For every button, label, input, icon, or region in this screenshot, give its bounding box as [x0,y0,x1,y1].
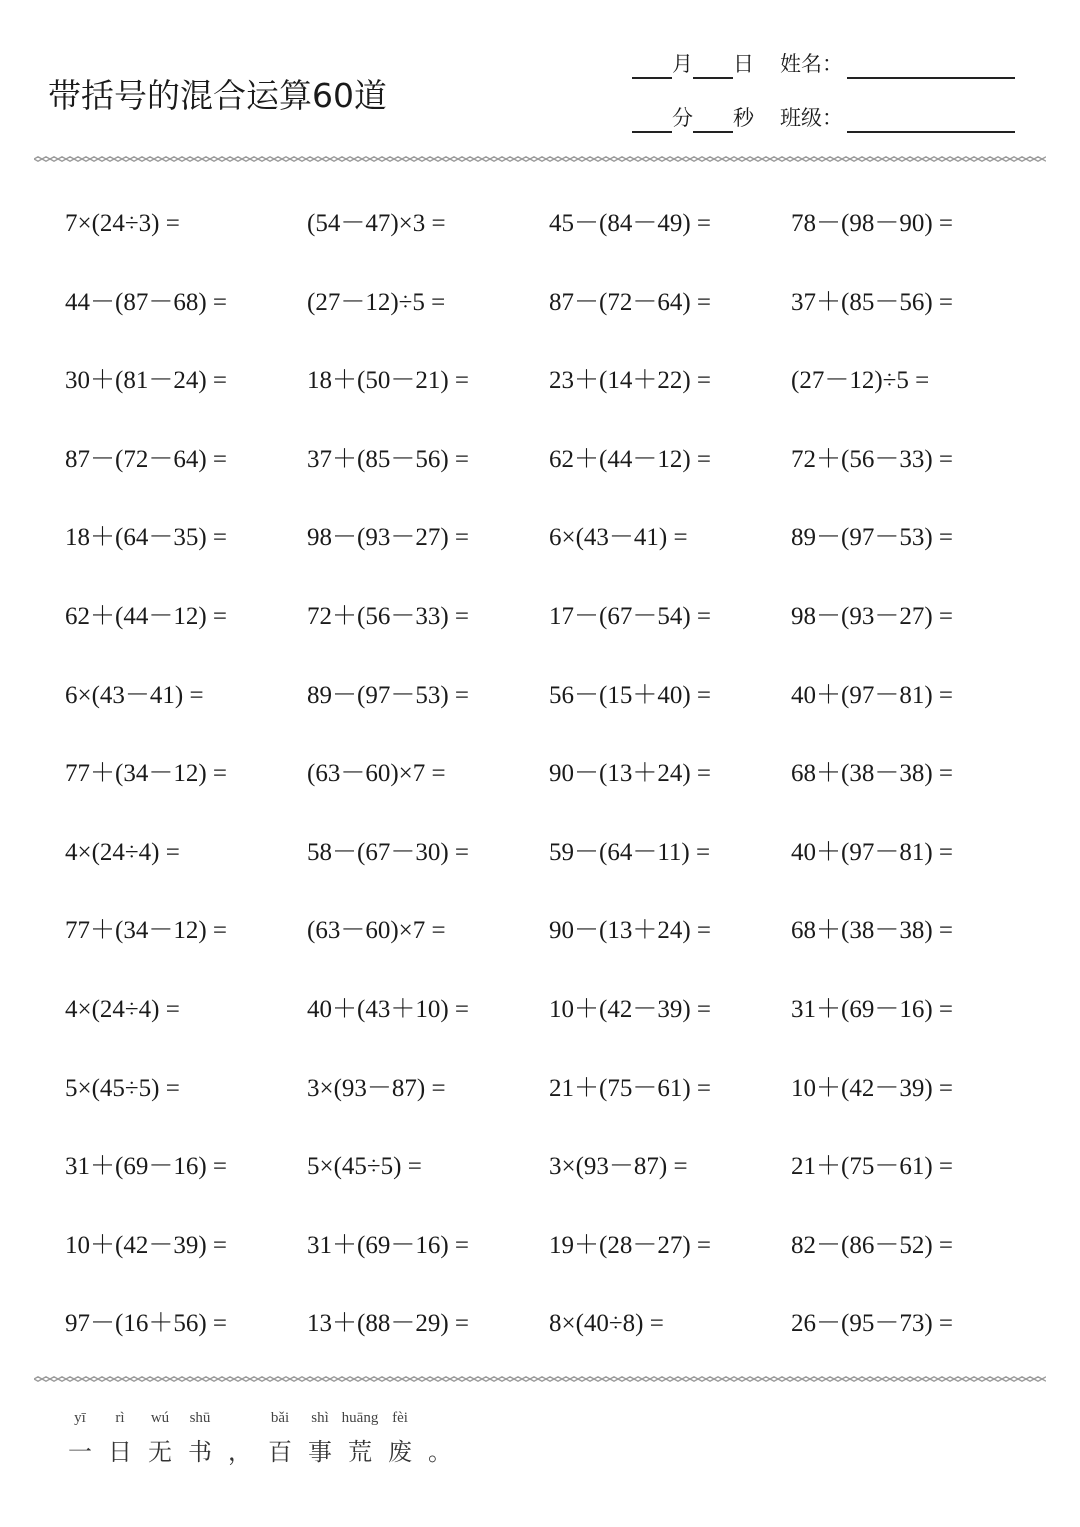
motto-hanzi: 事 [308,1438,332,1466]
minute-label: 分 [672,106,693,130]
motto-pinyin: yī [74,1410,86,1426]
month-blank[interactable] [632,55,672,79]
problem-item: 58－(67－30) = [307,838,469,866]
problem-item: 18＋(50－21) = [307,367,469,395]
motto-hanzi: 书 [188,1438,212,1466]
motto-pinyin: huāng [341,1410,379,1426]
problem-item: 5×(45÷5) = [65,1074,180,1102]
problem-item: (54－47)×3 = [307,210,446,237]
motto-pinyin: shū [189,1410,211,1426]
day-blank[interactable] [693,55,733,79]
bottom-wavy-divider [34,1374,1046,1384]
problem-item: 89－(97－53) = [307,681,469,709]
problem-item: 89－(97－53) = [791,524,953,552]
problem-item: 30＋(81－24) = [65,367,227,395]
problem-item: 90－(13＋24) = [549,917,711,945]
problem-item: 56－(15＋40) = [549,681,711,709]
motto-pinyin: fèi [392,1410,408,1426]
problem-item: 72＋(56－33) = [307,603,469,630]
name-blank[interactable] [847,55,1015,79]
motto-pinyin: shì [311,1410,329,1426]
motto-pinyin: wú [150,1410,170,1426]
motto-pinyin: bǎi [270,1410,290,1426]
name-label: 姓名： [780,52,843,76]
problem-item: 3×(93－87) = [549,1153,688,1181]
problem-item: 40＋(97－81) = [791,681,953,709]
date-name-row [632,48,1015,79]
top-wavy-divider [34,154,1046,164]
problem-item: 10＋(42－39) = [549,996,711,1023]
problem-item: 87－(72－64) = [65,445,227,473]
motto-hanzi: ， [228,1438,252,1466]
second-blank[interactable] [693,109,733,133]
problem-item: 4×(24÷4) = [65,838,180,866]
problem-item: 18＋(64－35) = [65,524,227,552]
motto-hanzi: 荒 [348,1438,372,1466]
problem-item: 68＋(38－38) = [791,760,953,788]
motto-hanzi: 。 [428,1438,452,1466]
motto-hanzi: 百 [268,1438,292,1466]
motto [60,1410,460,1467]
problem-item: (27－12)÷5 = [791,367,930,395]
problem-item: 4×(24÷4) = [65,996,180,1023]
problem-item: 31＋(69－16) = [307,1231,469,1259]
problem-item: 17－(67－54) = [549,603,711,630]
problem-item: 78－(98－90) = [791,210,953,237]
problem-item: 40＋(97－81) = [791,838,953,866]
problem-item: 8×(40÷8) = [549,1310,664,1338]
problem-item: 37＋(85－56) = [307,445,469,473]
problem-item: 19＋(28－27) = [549,1231,711,1259]
class-label: 班级： [780,106,843,130]
problem-item: 26－(95－73) = [791,1310,953,1338]
problem-item: 37＋(85－56) = [791,288,953,316]
problem-item: 31＋(69－16) = [791,996,953,1023]
problem-item: 68＋(38－38) = [791,917,953,945]
problem-item: 97－(16＋56) = [65,1310,227,1338]
problem-item: 77＋(34－12) = [65,917,227,945]
problem-item: 13＋(88－29) = [307,1310,469,1338]
motto-hanzi: 无 [148,1438,172,1466]
worksheet-title: 带括号的混合运算60道 [48,76,387,115]
problem-item: 3×(93－87) = [307,1074,446,1102]
problem-item: 10＋(42－39) = [65,1231,227,1259]
problem-item: 21＋(75－61) = [791,1153,953,1181]
problem-item: 62＋(44－12) = [549,445,711,473]
problem-item: 5×(45÷5) = [307,1153,422,1181]
problem-item: 62＋(44－12) = [65,603,227,630]
problem-item: 59－(64－11) = [549,838,711,866]
problem-item: 23＋(14＋22) = [549,367,711,395]
month-label: 月 [672,52,693,76]
class-blank[interactable] [847,109,1015,133]
day-label: 日 [733,52,754,76]
problem-item: 7×(24÷3) = [65,210,180,237]
problem-item: 72＋(56－33) = [791,445,953,473]
problem-item: (63－60)×7 = [307,917,446,945]
problem-item: 82－(86－52) = [791,1231,953,1259]
motto-hanzi: 废 [388,1438,412,1466]
problem-item: 10＋(42－39) = [791,1074,953,1102]
problem-item: 6×(43－41) = [549,524,688,552]
motto-pinyin [414,1410,466,1432]
problem-item: 90－(13＋24) = [549,760,711,788]
problem-item: 77＋(34－12) = [65,760,227,788]
problem-item: 87－(72－64) = [549,288,711,316]
minute-blank[interactable] [632,109,672,133]
motto-pinyin: rì [115,1410,125,1426]
problem-item: 98－(93－27) = [791,603,953,630]
problem-item: 40＋(43＋10) = [307,996,469,1023]
problem-item: (63－60)×7 = [307,760,446,788]
problem-item: 21＋(75－61) = [549,1074,711,1102]
motto-hanzi: 一 [68,1438,92,1466]
time-class-row [632,102,1015,133]
problem-item: 31＋(69－16) = [65,1153,227,1181]
motto-hanzi: 日 [108,1438,132,1466]
problem-item: 98－(93－27) = [307,524,469,552]
problem-item: 44－(87－68) = [65,288,227,316]
problem-item: (27－12)÷5 = [307,288,446,316]
second-label: 秒 [733,106,754,130]
problem-item: 6×(43－41) = [65,681,204,709]
motto-character [420,1410,460,1467]
problem-item: 45－(84－49) = [549,210,711,237]
